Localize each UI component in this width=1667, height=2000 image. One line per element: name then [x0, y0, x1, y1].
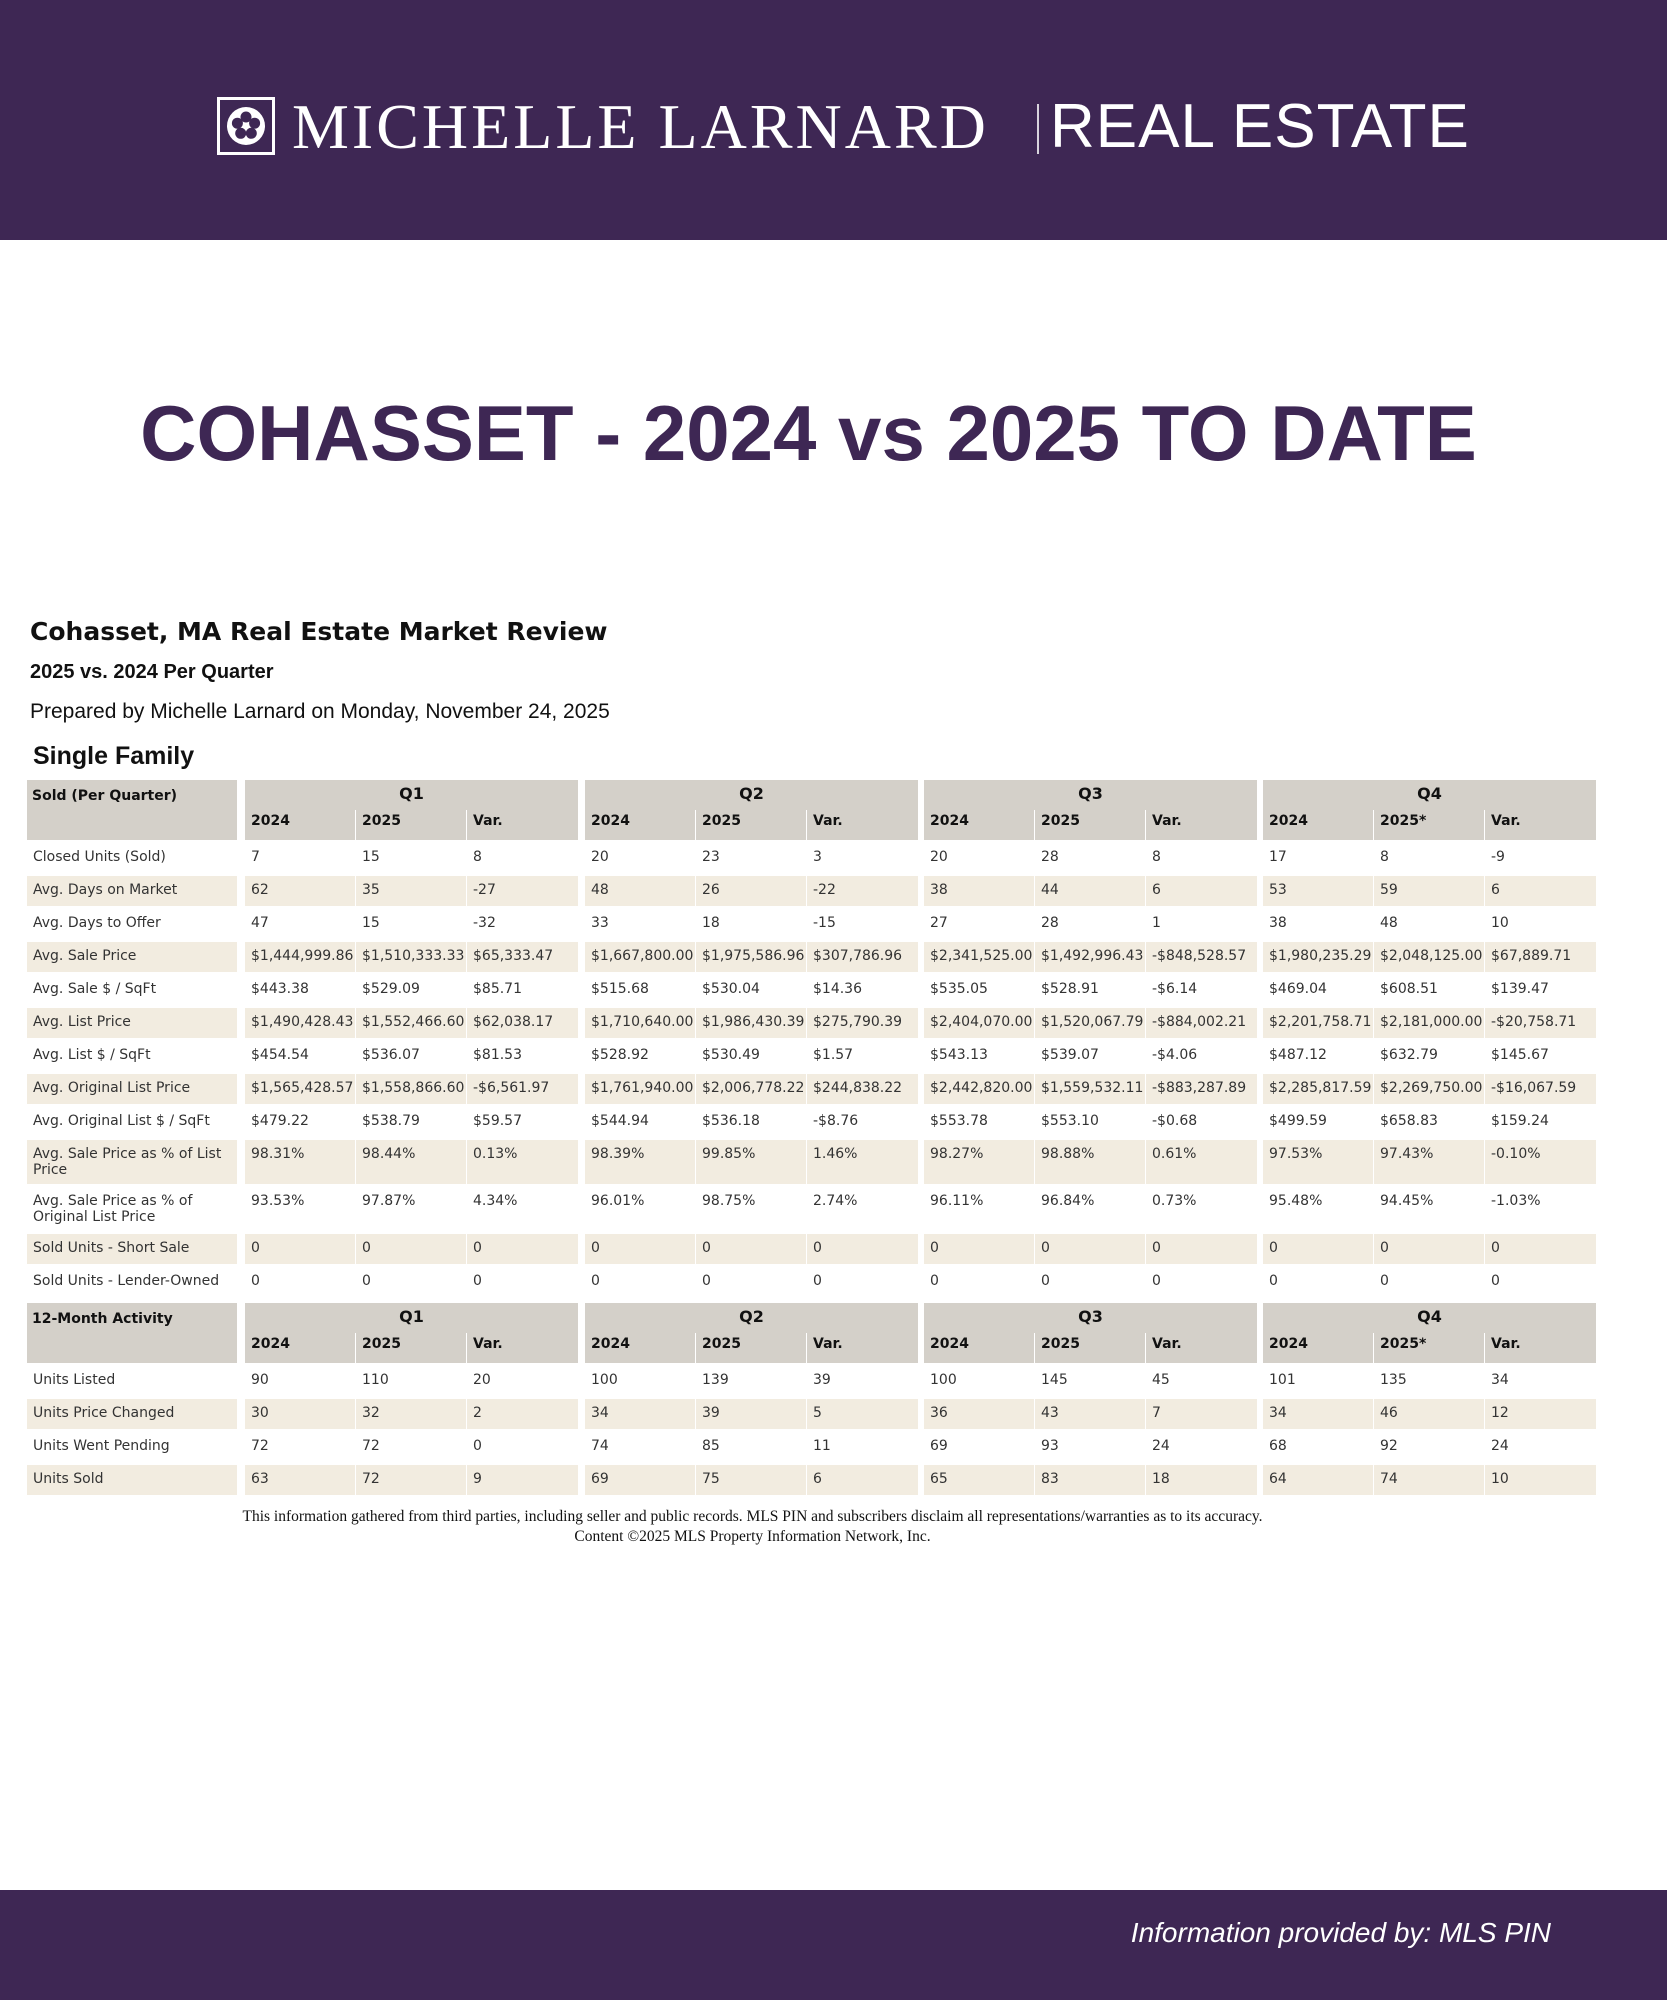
year-header: 2025 — [696, 1333, 806, 1363]
table-cell: $1,490,428.43 — [245, 1008, 355, 1038]
report-title: Cohasset, MA Real Estate Market Review — [30, 617, 608, 646]
row-label: Units Price Changed — [27, 1399, 237, 1429]
table-cell: $1,558,866.60 — [356, 1074, 466, 1104]
year-header: Var. — [807, 1333, 918, 1363]
year-header: 2024 — [585, 810, 695, 840]
quarter-header-q2: Q2 — [585, 1303, 918, 1333]
table-cell: 0 — [702, 1273, 711, 1289]
table-cell: 28 — [1041, 849, 1059, 865]
table-cell: 34 — [1491, 1372, 1509, 1388]
table-cell: $2,006,778.22 — [696, 1074, 806, 1104]
table-cell: -$0.68 — [1152, 1113, 1198, 1129]
table-cell: $2,341,525.00 — [924, 942, 1034, 972]
table-cell: $2,269,750.00 — [1374, 1074, 1484, 1104]
table-cell: -1.03% — [1491, 1193, 1541, 1209]
table-cell: 24 — [1152, 1438, 1170, 1454]
table-cell: $67,889.71 — [1485, 942, 1596, 972]
year-header: Var. — [467, 1333, 578, 1363]
table-cell: 68 — [1269, 1438, 1287, 1454]
table-cell: $499.59 — [1269, 1113, 1327, 1129]
table-cell: 15 — [362, 849, 380, 865]
table-cell: 39 — [813, 1372, 831, 1388]
table-cell: $65,333.47 — [467, 942, 578, 972]
table-cell: 28 — [1041, 915, 1059, 931]
row-label: Avg. Sale $ / SqFt — [33, 981, 157, 997]
table-cell: 100 — [591, 1372, 618, 1388]
table-cell: -$6,561.97 — [467, 1074, 578, 1104]
table-cell: 20 — [930, 849, 948, 865]
table-cell: 0 — [807, 1234, 918, 1264]
table-cell: 2 — [467, 1399, 578, 1429]
table-cell: 38 — [924, 876, 1034, 906]
table-cell: -$883,287.89 — [1146, 1074, 1257, 1104]
table-cell: 44 — [1035, 876, 1145, 906]
table-cell: $443.38 — [251, 981, 309, 997]
table-cell: $1,980,235.29 — [1263, 942, 1373, 972]
footer-banner — [0, 1890, 1667, 2000]
row-label: Units Listed — [33, 1372, 116, 1388]
table-cell: -$16,067.59 — [1485, 1074, 1596, 1104]
table-cell: 0 — [924, 1234, 1034, 1264]
table-cell: $454.54 — [251, 1047, 309, 1063]
table-cell: 0 — [356, 1234, 466, 1264]
table-cell: 0 — [585, 1234, 695, 1264]
year-header: 2025 — [696, 810, 806, 840]
table-cell: -$848,528.57 — [1146, 942, 1257, 972]
table-cell: 0 — [696, 1234, 806, 1264]
table-cell: 7 — [251, 849, 260, 865]
table-cell: $2,404,070.00 — [924, 1008, 1034, 1038]
year-header: Var. — [467, 810, 578, 840]
table-cell: 34 — [1263, 1399, 1373, 1429]
year-header: Var. — [1146, 810, 1257, 840]
table-cell: $1,520,067.79 — [1035, 1008, 1145, 1038]
table-cell: 6 — [807, 1465, 918, 1495]
table-cell: 0 — [362, 1273, 371, 1289]
table-cell: 64 — [1263, 1465, 1373, 1495]
table-cell: $529.09 — [362, 981, 420, 997]
table-cell: 9 — [467, 1465, 578, 1495]
year-header: 2024 — [1263, 1333, 1373, 1363]
table-cell: 69 — [930, 1438, 948, 1454]
table-cell: $544.94 — [591, 1113, 649, 1129]
table-cell: 2.74% — [813, 1193, 858, 1209]
year-header: 2025 — [1035, 810, 1145, 840]
quarter-header-q4: Q4 — [1263, 1303, 1596, 1333]
table-cell: $85.71 — [473, 981, 522, 997]
table-cell: $244,838.22 — [807, 1074, 918, 1104]
table-cell: 17 — [1269, 849, 1287, 865]
table-cell: $1,565,428.57 — [245, 1074, 355, 1104]
table-cell: $1,510,333.33 — [356, 942, 466, 972]
table-cell: $1.57 — [813, 1047, 854, 1063]
table-cell: 0.61% — [1146, 1140, 1257, 1184]
table-cell: 96.11% — [930, 1193, 984, 1209]
table-cell: 94.45% — [1380, 1193, 1434, 1209]
table-cell: $1,667,800.00 — [585, 942, 695, 972]
table-cell: 74 — [591, 1438, 609, 1454]
quarter-header-q2: Q2 — [585, 780, 918, 810]
table-cell: 15 — [362, 915, 380, 931]
table-cell: $1,492,996.43 — [1035, 942, 1145, 972]
year-header: 2025 — [356, 810, 466, 840]
table-cell: -$6.14 — [1152, 981, 1198, 997]
table-cell: 63 — [245, 1465, 355, 1495]
row-label: Avg. List $ / SqFt — [33, 1047, 151, 1063]
row-label: Avg. Original List $ / SqFt — [33, 1113, 210, 1129]
table-cell: -22 — [807, 876, 918, 906]
table-cell: $2,181,000.00 — [1374, 1008, 1484, 1038]
table-cell: $1,986,430.39 — [696, 1008, 806, 1038]
year-header: 2024 — [1263, 810, 1373, 840]
table-cell: 53 — [1263, 876, 1373, 906]
table-cell: $1,975,586.96 — [696, 942, 806, 972]
table-cell: $543.13 — [930, 1047, 988, 1063]
table-cell: 8 — [473, 849, 482, 865]
row-label: Sold Units - Lender-Owned — [33, 1273, 220, 1289]
table-cell: $139.47 — [1491, 981, 1549, 997]
table-cell: 7 — [1146, 1399, 1257, 1429]
table-cell: 0 — [1041, 1273, 1050, 1289]
table-cell: $14.36 — [813, 981, 862, 997]
table-cell: 98.27% — [924, 1140, 1034, 1184]
table-cell: 1 — [1152, 915, 1161, 931]
table-cell: 83 — [1035, 1465, 1145, 1495]
table-cell: 35 — [356, 876, 466, 906]
table-cell: 0 — [813, 1273, 822, 1289]
row-label: Avg. Original List Price — [27, 1074, 237, 1104]
table-cell: 98.31% — [245, 1140, 355, 1184]
table-cell: $530.49 — [702, 1047, 760, 1063]
table-cell: 98.88% — [1035, 1140, 1145, 1184]
table-cell: $2,048,125.00 — [1374, 942, 1484, 972]
table-cell: 1.46% — [807, 1140, 918, 1184]
row-label: Avg. Sale Price as % of Original List Price — [33, 1193, 193, 1225]
table-cell: 65 — [924, 1465, 1034, 1495]
table-cell: 0 — [1380, 1273, 1389, 1289]
table-cell: 72 — [356, 1465, 466, 1495]
table-cell: $536.18 — [702, 1113, 760, 1129]
table-cell: 11 — [813, 1438, 831, 1454]
row-label: Avg. Sale Price — [27, 942, 237, 972]
row-label: Avg. Days to Offer — [33, 915, 161, 931]
table-cell: 36 — [924, 1399, 1034, 1429]
table-cell: 139 — [702, 1372, 729, 1388]
table-cell: 110 — [362, 1372, 389, 1388]
brand-divider — [1037, 104, 1039, 154]
table-cell: 10 — [1485, 1465, 1596, 1495]
table-cell: 18 — [702, 915, 720, 931]
table-cell: $1,761,940.00 — [585, 1074, 695, 1104]
brand-tagline: REAL ESTATE — [1050, 92, 1470, 161]
table-cell: 90 — [251, 1372, 269, 1388]
table-cell: 6 — [1485, 876, 1596, 906]
table-cell: -27 — [467, 876, 578, 906]
table-cell: 93.53% — [251, 1193, 305, 1209]
table-cell: 8 — [1152, 849, 1161, 865]
table-cell: 23 — [702, 849, 720, 865]
table-cell: 0 — [1263, 1234, 1373, 1264]
table-cell: $553.78 — [930, 1113, 988, 1129]
year-header: Var. — [1485, 810, 1596, 840]
table-cell: $2,201,758.71 — [1263, 1008, 1373, 1038]
table-cell: 100 — [930, 1372, 957, 1388]
table-cell: $553.10 — [1041, 1113, 1099, 1129]
page-title: COHASSET - 2024 vs 2025 TO DATE — [140, 389, 1477, 477]
table-cell: 72 — [362, 1438, 380, 1454]
table-cell: $307,786.96 — [807, 942, 918, 972]
table-cell: $159.24 — [1491, 1113, 1549, 1129]
table-cell: 45 — [1152, 1372, 1170, 1388]
table-cell: $528.92 — [591, 1047, 649, 1063]
table-cell: $608.51 — [1380, 981, 1438, 997]
table-cell: $1,559,532.11 — [1035, 1074, 1145, 1104]
table-cell: 0 — [930, 1273, 939, 1289]
table-cell: 97.87% — [362, 1193, 416, 1209]
table-cell: -15 — [813, 915, 836, 931]
table-cell: 0 — [1035, 1234, 1145, 1264]
table-cell: 6 — [1146, 876, 1257, 906]
table-cell: 62 — [245, 876, 355, 906]
table-cell: 97.53% — [1263, 1140, 1373, 1184]
table-cell: 0.13% — [467, 1140, 578, 1184]
table-cell: $1,444,999.86 — [245, 942, 355, 972]
table-cell: 0 — [473, 1273, 482, 1289]
flower-icon — [217, 97, 275, 155]
table-cell: $2,442,820.00 — [924, 1074, 1034, 1104]
table-cell: 27 — [930, 915, 948, 931]
year-header: 2024 — [245, 810, 355, 840]
table-cell: 0.73% — [1152, 1193, 1197, 1209]
table-cell: 26 — [696, 876, 806, 906]
table-cell: 12 — [1485, 1399, 1596, 1429]
table-cell: 24 — [1491, 1438, 1509, 1454]
table-cell: 0 — [591, 1273, 600, 1289]
table-cell: 3 — [813, 849, 822, 865]
table-cell: $2,285,817.59 — [1263, 1074, 1373, 1104]
quarter-header-q1: Q1 — [245, 1303, 578, 1333]
table-cell: -$4.06 — [1152, 1047, 1198, 1063]
table-cell: 39 — [696, 1399, 806, 1429]
table-cell: $1,710,640.00 — [585, 1008, 695, 1038]
table-cell: $528.91 — [1041, 981, 1099, 997]
year-header: 2025 — [1035, 1333, 1145, 1363]
table-cell: $479.22 — [251, 1113, 309, 1129]
table-cell: -32 — [473, 915, 496, 931]
report-prepared-by: Prepared by Michelle Larnard on Monday, November 24, 2025 — [30, 700, 610, 723]
table-cell: 96.84% — [1041, 1193, 1095, 1209]
table-cell: $515.68 — [591, 981, 649, 997]
report-subtitle: 2025 vs. 2024 Per Quarter — [30, 661, 274, 683]
table-cell: $275,790.39 — [807, 1008, 918, 1038]
table-cell: 72 — [251, 1438, 269, 1454]
table-cell: 101 — [1269, 1372, 1296, 1388]
table-cell: 33 — [591, 915, 609, 931]
table-cell: 47 — [251, 915, 269, 931]
table-cell: 30 — [245, 1399, 355, 1429]
table-cell: $469.04 — [1269, 981, 1327, 997]
table-cell: 8 — [1380, 849, 1389, 865]
table-cell: -$884,002.21 — [1146, 1008, 1257, 1038]
table-cell: 0 — [467, 1234, 578, 1264]
footer-credit: Information provided by: MLS PIN — [1130, 1917, 1551, 1948]
table-cell: 96.01% — [591, 1193, 645, 1209]
table-cell: 97.43% — [1374, 1140, 1484, 1184]
table-cell: $535.05 — [930, 981, 988, 997]
year-header: Var. — [1146, 1333, 1257, 1363]
year-header: 2025 — [356, 1333, 466, 1363]
year-header: 2025* — [1374, 810, 1484, 840]
quarter-header-q4: Q4 — [1263, 780, 1596, 810]
table-cell: 93 — [1041, 1438, 1059, 1454]
table-cell: -0.10% — [1485, 1140, 1596, 1184]
table-cell: 75 — [696, 1465, 806, 1495]
table-cell: 46 — [1374, 1399, 1484, 1429]
table-cell: 48 — [585, 876, 695, 906]
table-cell: $536.07 — [362, 1047, 420, 1063]
quarter-header-q3: Q3 — [924, 1303, 1257, 1333]
row-label: Sold Units - Short Sale — [27, 1234, 237, 1264]
table-cell: 20 — [591, 849, 609, 865]
table-cell: $487.12 — [1269, 1047, 1327, 1063]
table-header-label: Sold (Per Quarter) — [27, 780, 237, 840]
table-cell: -$20,758.71 — [1485, 1008, 1596, 1038]
table-cell: 0 — [473, 1438, 482, 1454]
table-cell: 0 — [1146, 1234, 1257, 1264]
table-cell: 95.48% — [1269, 1193, 1323, 1209]
header-banner — [0, 0, 1667, 240]
table-cell: $530.04 — [702, 981, 760, 997]
quarter-header-q1: Q1 — [245, 780, 578, 810]
row-label: Avg. Days on Market — [27, 876, 237, 906]
table-cell: 38 — [1269, 915, 1287, 931]
year-header: 2024 — [585, 1333, 695, 1363]
table-cell: 0 — [1152, 1273, 1161, 1289]
table-cell: $81.53 — [473, 1047, 522, 1063]
table-cell: 135 — [1380, 1372, 1407, 1388]
row-label: Avg. List Price — [27, 1008, 237, 1038]
brand-name: MICHELLE LARNARD — [292, 91, 989, 162]
table-cell: 32 — [356, 1399, 466, 1429]
section-title: Single Family — [33, 742, 195, 770]
year-header: Var. — [1485, 1333, 1596, 1363]
row-label: Units Went Pending — [33, 1438, 170, 1454]
table-cell: -9 — [1491, 849, 1505, 865]
disclaimer: This information gathered from third parties, including seller and public records. MLS PIN and subscribers disclaim all representations/warranties as to its accuracy. Content ©2025 MLS Property Information Network, Inc. — [242, 1508, 1263, 1545]
table-cell: 69 — [585, 1465, 695, 1495]
table-cell: $538.79 — [362, 1113, 420, 1129]
table-cell: 0 — [1269, 1273, 1278, 1289]
table-cell: 20 — [473, 1372, 491, 1388]
table-cell: 0 — [1491, 1273, 1500, 1289]
year-header: 2024 — [924, 810, 1034, 840]
table-cell: $658.83 — [1380, 1113, 1438, 1129]
year-header: Var. — [807, 810, 918, 840]
table-cell: 0 — [1374, 1234, 1484, 1264]
table-cell: $539.07 — [1041, 1047, 1099, 1063]
year-header: 2024 — [924, 1333, 1034, 1363]
table-cell: 98.39% — [585, 1140, 695, 1184]
row-label: Units Sold — [27, 1465, 237, 1495]
table-cell: 98.44% — [356, 1140, 466, 1184]
year-header: 2024 — [245, 1333, 355, 1363]
table-cell: 99.85% — [696, 1140, 806, 1184]
table-cell: 85 — [702, 1438, 720, 1454]
table-cell: 4.34% — [473, 1193, 518, 1209]
table-cell: 43 — [1035, 1399, 1145, 1429]
table-cell: 48 — [1380, 915, 1398, 931]
table-cell: 145 — [1041, 1372, 1068, 1388]
table-header-label: 12-Month Activity — [27, 1303, 237, 1363]
quarter-header-q3: Q3 — [924, 780, 1257, 810]
row-label: Closed Units (Sold) — [33, 849, 166, 865]
year-header: 2025* — [1374, 1333, 1484, 1363]
table-cell: $59.57 — [473, 1113, 522, 1129]
table-cell: -$8.76 — [813, 1113, 859, 1129]
table-cell: 34 — [585, 1399, 695, 1429]
table-cell: 0 — [245, 1234, 355, 1264]
table-cell: 10 — [1491, 915, 1509, 931]
table-cell: $62,038.17 — [467, 1008, 578, 1038]
table-cell: 74 — [1374, 1465, 1484, 1495]
table-cell: $1,552,466.60 — [356, 1008, 466, 1038]
row-label: Avg. Sale Price as % of List Price — [27, 1140, 237, 1184]
table-cell: $632.79 — [1380, 1047, 1438, 1063]
table-cell: 0 — [1485, 1234, 1596, 1264]
table-cell: 5 — [807, 1399, 918, 1429]
table-cell: $145.67 — [1491, 1047, 1549, 1063]
table-cell: 98.75% — [702, 1193, 756, 1209]
table-cell: 18 — [1146, 1465, 1257, 1495]
table-cell: 59 — [1374, 876, 1484, 906]
table-cell: 0 — [251, 1273, 260, 1289]
table-cell: 92 — [1380, 1438, 1398, 1454]
